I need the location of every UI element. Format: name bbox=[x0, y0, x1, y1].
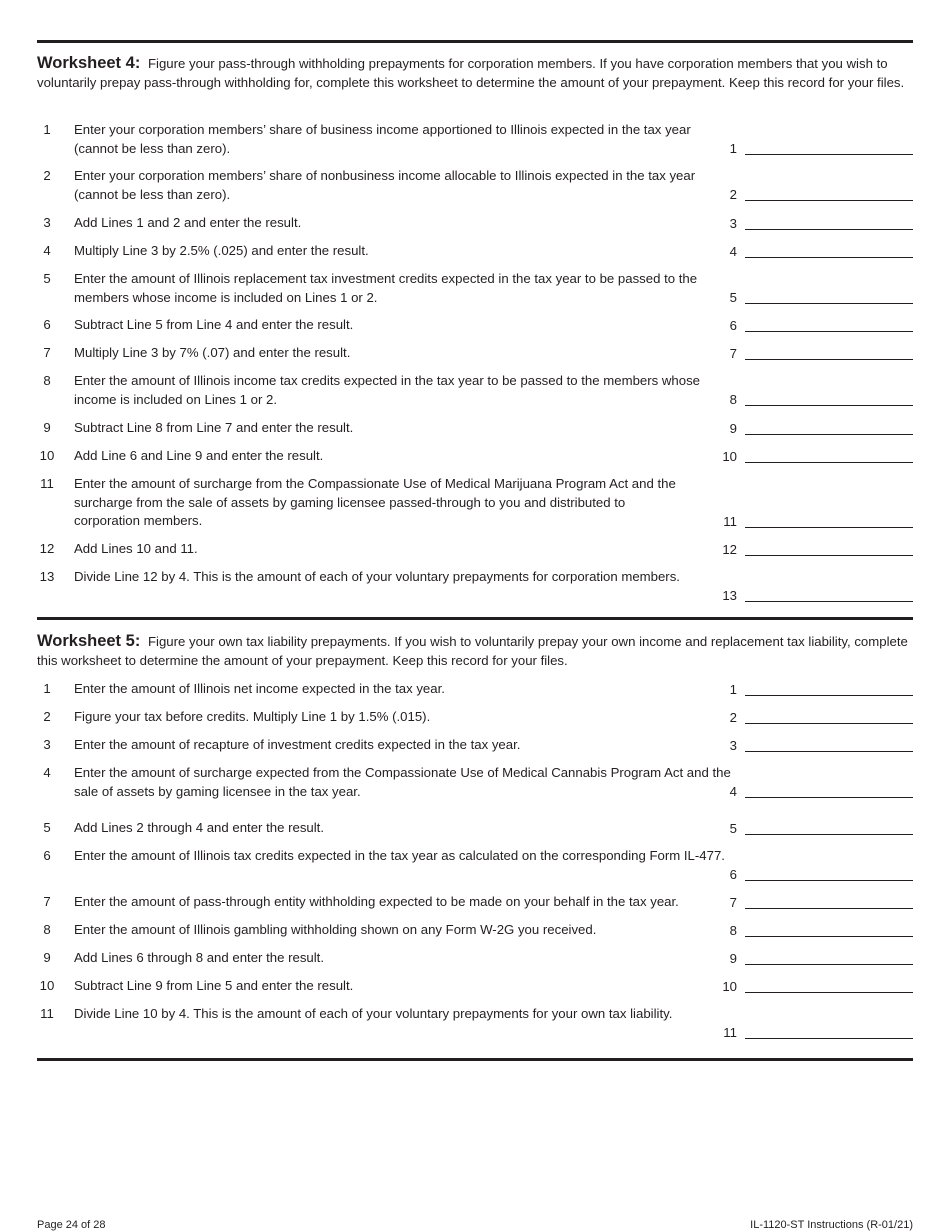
line-text: Add Lines 6 through 8 and enter the result. bbox=[74, 950, 325, 965]
ws4-line-5 bbox=[37, 270, 913, 307]
answer-blank[interactable] bbox=[745, 601, 913, 602]
answer-field[interactable] bbox=[713, 345, 913, 363]
ws5-line-4 bbox=[37, 764, 913, 801]
answer-field[interactable] bbox=[713, 820, 913, 838]
ws4-line-8 bbox=[37, 372, 913, 409]
ws4-line-4 bbox=[37, 242, 913, 261]
answer-blank[interactable] bbox=[745, 359, 913, 360]
ws5-line-8 bbox=[37, 921, 913, 940]
answer-field[interactable] bbox=[713, 186, 913, 204]
answer-line-number: 5 bbox=[729, 290, 737, 305]
line-number: 8 bbox=[43, 373, 51, 388]
answer-line-number: 9 bbox=[729, 421, 737, 436]
line-text: Divide Line 12 by 4. This is the amount of each of your voluntary prepayments for corporation members. bbox=[74, 569, 680, 584]
ws5-line-1 bbox=[37, 680, 913, 699]
answer-line-number: 3 bbox=[729, 216, 737, 231]
answer-field[interactable] bbox=[713, 737, 913, 755]
answer-blank[interactable] bbox=[745, 880, 913, 881]
worksheet-4-intro-text: Figure your pass-through withholding prepayments for corporation members. If you have corporation members that you wish to voluntarily prepay pass-through withholding for, complete this worksheet to determine the amount of your prepayment. Keep this record for your files. bbox=[37, 56, 905, 90]
answer-line-number: 2 bbox=[729, 710, 737, 725]
top-rule bbox=[37, 40, 913, 43]
line-text: Enter the amount of Illinois net income expected in the tax year. bbox=[74, 681, 445, 696]
answer-field[interactable] bbox=[713, 243, 913, 261]
answer-field[interactable] bbox=[713, 894, 913, 912]
line-text: Enter the amount of Illinois tax credits expected in the tax year as calculated on the corresponding Form IL-477. bbox=[74, 848, 725, 863]
line-number: 7 bbox=[43, 345, 51, 360]
line-text: Enter the amount of recapture of investment credits expected in the tax year. bbox=[74, 737, 521, 752]
ws4-line-9 bbox=[37, 419, 913, 438]
line-text: Subtract Line 5 from Line 4 and enter the result. bbox=[74, 317, 354, 332]
line-number: 9 bbox=[43, 420, 51, 435]
ws4-line-3 bbox=[37, 214, 913, 233]
line-text: Enter your corporation members’ share of business income apportioned to Illinois expected in the tax year (cannot be less than zero). bbox=[74, 122, 691, 156]
ws5-line-2 bbox=[37, 708, 913, 727]
line-text: Add Line 6 and Line 9 and enter the result. bbox=[74, 448, 324, 463]
ws5-line-6 bbox=[37, 847, 913, 884]
line-number: 3 bbox=[43, 215, 51, 230]
answer-line-number: 1 bbox=[729, 682, 737, 697]
line-text: Enter the amount of surcharge expected from the Compassionate Use of Medical Cannabis Program Act and the sale of assets by gaming licensee in the tax year. bbox=[74, 765, 731, 799]
ws4-line-13 bbox=[37, 568, 913, 605]
answer-blank[interactable] bbox=[745, 229, 913, 230]
answer-field[interactable] bbox=[713, 681, 913, 699]
answer-field[interactable] bbox=[713, 448, 913, 466]
line-text: Enter the amount of pass-through entity withholding expected to be made on your behalf in the tax year. bbox=[74, 894, 679, 909]
answer-blank[interactable] bbox=[745, 257, 913, 258]
answer-field[interactable] bbox=[713, 950, 913, 968]
line-number: 10 bbox=[39, 978, 55, 993]
answer-field[interactable] bbox=[713, 215, 913, 233]
answer-field[interactable] bbox=[713, 289, 913, 307]
answer-blank[interactable] bbox=[745, 695, 913, 696]
worksheet-5-intro bbox=[37, 632, 913, 670]
answer-blank[interactable] bbox=[745, 555, 913, 556]
answer-blank[interactable] bbox=[745, 331, 913, 332]
line-text: Add Lines 10 and 11. bbox=[74, 541, 198, 556]
line-number: 13 bbox=[39, 569, 55, 584]
answer-blank[interactable] bbox=[745, 797, 913, 798]
answer-line-number: 10 bbox=[722, 449, 737, 464]
answer-field[interactable] bbox=[713, 783, 913, 801]
line-text: Add Lines 2 through 4 and enter the result. bbox=[74, 820, 325, 835]
page-number: Page 24 of 28 bbox=[37, 1219, 106, 1231]
ws4-line-2 bbox=[37, 167, 913, 204]
ws4-line-11 bbox=[37, 475, 913, 531]
line-text: Enter the amount of Illinois gambling withholding shown on any Form W-2G you received. bbox=[74, 922, 597, 937]
form-identifier: IL-1120-ST Instructions (R-01/21) bbox=[750, 1219, 913, 1231]
answer-field[interactable] bbox=[713, 420, 913, 438]
line-text: Multiply Line 3 by 7% (.07) and enter the result. bbox=[74, 345, 351, 360]
answer-field[interactable] bbox=[713, 317, 913, 335]
answer-line-number: 12 bbox=[722, 542, 737, 557]
answer-blank[interactable] bbox=[745, 405, 913, 406]
answer-blank[interactable] bbox=[745, 992, 913, 993]
worksheet-5-intro-text: Figure your own tax liability prepayments. If you wish to voluntarily prepay your own income and replacement tax liability, complete this worksheet to determine the amount of your prepayment. Keep this record for your files. bbox=[37, 634, 908, 668]
line-number: 2 bbox=[43, 709, 51, 724]
line-text: Subtract Line 9 from Line 5 and enter the result. bbox=[74, 978, 354, 993]
line-number: 4 bbox=[43, 243, 51, 258]
answer-blank[interactable] bbox=[745, 936, 913, 937]
ws4-line-1 bbox=[37, 121, 913, 158]
answer-blank[interactable] bbox=[745, 908, 913, 909]
line-number: 8 bbox=[43, 922, 51, 937]
answer-line-number: 8 bbox=[729, 392, 737, 407]
line-text: Enter the amount of Illinois income tax credits expected in the tax year to be passed to the members whose income is included on Lines 1 or 2. bbox=[74, 373, 701, 407]
answer-line-number: 3 bbox=[729, 738, 737, 753]
ws5-line-11 bbox=[37, 1005, 913, 1042]
line-number: 12 bbox=[39, 541, 55, 556]
answer-field[interactable] bbox=[713, 587, 913, 605]
answer-field[interactable] bbox=[713, 709, 913, 727]
line-text: Enter the amount of surcharge from the Compassionate Use of Medical Marijuana Program Act and the surcharge from the sale of assets by gaming licensee passed-through to you and distributed to corporation members. bbox=[74, 476, 676, 528]
answer-blank[interactable] bbox=[745, 1038, 913, 1039]
line-number: 9 bbox=[43, 950, 51, 965]
line-number: 4 bbox=[43, 765, 51, 780]
answer-blank[interactable] bbox=[745, 462, 913, 463]
line-text: Enter your corporation members’ share of nonbusiness income allocable to Illinois expected in the tax year (cannot be less than zero). bbox=[74, 168, 696, 202]
answer-line-number: 7 bbox=[729, 895, 737, 910]
answer-line-number: 6 bbox=[729, 318, 737, 333]
line-number: 1 bbox=[43, 681, 51, 696]
line-number: 10 bbox=[39, 448, 55, 463]
line-text: Subtract Line 8 from Line 7 and enter the result. bbox=[74, 420, 354, 435]
answer-blank[interactable] bbox=[745, 200, 913, 201]
bottom-rule bbox=[37, 1058, 913, 1061]
ws5-line-5 bbox=[37, 819, 913, 838]
answer-field[interactable] bbox=[713, 140, 913, 158]
ws4-line-10 bbox=[37, 447, 913, 466]
ws4-line-7 bbox=[37, 344, 913, 363]
line-text: Divide Line 10 by 4. This is the amount of each of your voluntary prepayments for your own tax liability. bbox=[74, 1006, 673, 1021]
line-number: 11 bbox=[40, 476, 54, 491]
answer-field[interactable] bbox=[713, 1024, 913, 1042]
line-number: 6 bbox=[43, 317, 51, 332]
answer-blank[interactable] bbox=[745, 434, 913, 435]
answer-line-number: 1 bbox=[729, 141, 737, 156]
answer-line-number: 5 bbox=[729, 821, 737, 836]
ws5-line-9 bbox=[37, 949, 913, 968]
answer-line-number: 13 bbox=[722, 588, 737, 603]
ws5-line-3 bbox=[37, 736, 913, 755]
answer-field[interactable] bbox=[713, 866, 913, 884]
answer-field[interactable] bbox=[713, 978, 913, 996]
line-number: 11 bbox=[40, 1006, 54, 1021]
line-text: Add Lines 1 and 2 and enter the result. bbox=[74, 215, 302, 230]
answer-blank[interactable] bbox=[745, 303, 913, 304]
line-number: 3 bbox=[43, 737, 51, 752]
answer-line-number: 6 bbox=[729, 867, 737, 882]
answer-line-number: 10 bbox=[722, 979, 737, 994]
answer-field[interactable] bbox=[713, 541, 913, 559]
ws4-line-6 bbox=[37, 316, 913, 335]
answer-line-number: 11 bbox=[723, 514, 737, 529]
line-text: Figure your tax before credits. Multiply Line 1 by 1.5% (.015). bbox=[74, 709, 431, 724]
worksheet-5-title: Worksheet 5: bbox=[37, 632, 141, 650]
answer-blank[interactable] bbox=[745, 964, 913, 965]
answer-line-number: 11 bbox=[723, 1025, 737, 1040]
line-text: Multiply Line 3 by 2.5% (.025) and enter the result. bbox=[74, 243, 369, 258]
worksheet-divider bbox=[37, 617, 913, 620]
worksheet-4-title: Worksheet 4: bbox=[37, 54, 141, 72]
answer-line-number: 4 bbox=[729, 244, 737, 259]
answer-field[interactable] bbox=[713, 391, 913, 409]
ws5-line-7 bbox=[37, 893, 913, 912]
answer-blank[interactable] bbox=[745, 527, 913, 528]
answer-line-number: 9 bbox=[729, 951, 737, 966]
line-number: 1 bbox=[43, 122, 51, 137]
line-number: 5 bbox=[43, 820, 51, 835]
answer-blank[interactable] bbox=[745, 723, 913, 724]
answer-line-number: 7 bbox=[729, 346, 737, 361]
line-number: 7 bbox=[43, 894, 51, 909]
answer-field[interactable] bbox=[713, 513, 913, 531]
answer-blank[interactable] bbox=[745, 834, 913, 835]
line-number: 6 bbox=[43, 848, 51, 863]
ws5-line-10 bbox=[37, 977, 913, 996]
answer-line-number: 8 bbox=[729, 923, 737, 938]
answer-blank[interactable] bbox=[745, 154, 913, 155]
line-number: 2 bbox=[43, 168, 51, 183]
line-text: Enter the amount of Illinois replacement tax investment credits expected in the tax year to be passed to the members whose income is included on Lines 1 or 2. bbox=[74, 271, 698, 305]
worksheet-4-intro bbox=[37, 54, 913, 92]
answer-line-number: 2 bbox=[729, 187, 737, 202]
line-number: 5 bbox=[43, 271, 51, 286]
answer-field[interactable] bbox=[713, 922, 913, 940]
answer-line-number: 4 bbox=[729, 784, 737, 799]
ws4-line-12 bbox=[37, 540, 913, 559]
answer-blank[interactable] bbox=[745, 751, 913, 752]
